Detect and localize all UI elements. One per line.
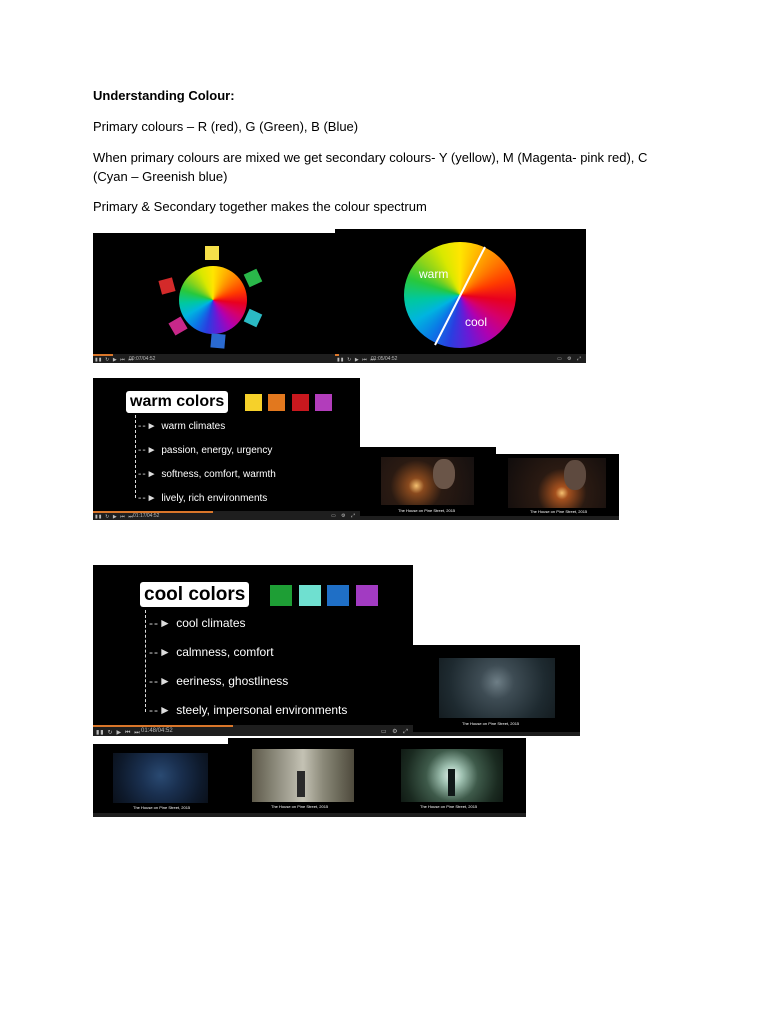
player-settings-icon[interactable]: ▭ ⚙ ⤢ — [331, 513, 357, 519]
hallway-scene — [252, 749, 354, 802]
player-controls-icon[interactable]: ▮▮ ↻ ▶ ⏮ ⏭ — [96, 729, 141, 736]
cool-swatch-3 — [327, 585, 349, 606]
film-still-blue-woman — [413, 645, 580, 736]
video-player-bar — [335, 354, 586, 363]
video-player-bar — [93, 511, 360, 520]
progress-fill — [93, 354, 113, 356]
cool-colors-title: cool colors — [140, 582, 249, 607]
cool-item-1: --► cool climates — [149, 616, 246, 630]
player-settings-icon[interactable]: ▭ ⚙ ⤢ — [557, 356, 583, 362]
warm-colors-title: warm colors — [126, 391, 228, 413]
figure-silhouette — [448, 769, 455, 796]
blue-square — [210, 333, 225, 348]
player-time: 00:07/04:52 — [129, 356, 156, 362]
bracket-line — [135, 415, 136, 498]
player-time: 01:05/04:52 — [371, 356, 398, 362]
green-square — [244, 269, 263, 288]
film-caption: The House on Pine Street, 2015 — [420, 804, 478, 809]
cyan-square — [244, 309, 263, 328]
warm-label: warm — [419, 267, 449, 281]
warm-swatch-2 — [268, 394, 285, 411]
player-time: 01:17/04:52 — [133, 513, 160, 519]
player-settings-icon[interactable]: ▭ ⚙ ⤢ — [380, 729, 410, 735]
film-still-candle-1 — [360, 447, 496, 520]
yellow-square — [205, 246, 219, 260]
film-caption: The House on Pine Street, 2015 — [462, 721, 520, 726]
cool-item-3: --► eeriness, ghostliness — [149, 674, 289, 688]
video-player-bar — [413, 732, 580, 736]
document-heading: Understanding Colour: — [93, 88, 235, 103]
film-caption: The House on Pine Street, 2015 — [133, 805, 191, 810]
film-caption: The House on Pine Street, 2015 — [271, 804, 329, 809]
warm-swatch-4 — [315, 394, 332, 411]
secondary-colours-text: When primary colours are mixed we get secondary colours- Y (yellow), M (Magenta- pink red), C (Cyan – Greenish blue) — [93, 150, 648, 184]
woman-face — [433, 459, 455, 489]
divider-line — [335, 229, 586, 363]
warm-item-1: --► warm climates — [138, 421, 226, 432]
warm-swatch-1 — [245, 394, 262, 411]
cool-swatch-4 — [356, 585, 378, 606]
hallway-backlit-scene — [401, 749, 503, 802]
film-still-candle-2 — [496, 454, 619, 520]
figure-silhouette — [297, 771, 305, 797]
cool-label: cool — [465, 315, 488, 329]
warm-cool-wheel-screenshot — [335, 229, 586, 363]
video-player-bar — [496, 516, 619, 520]
cool-item-4: --► steely, impersonal environments — [149, 703, 348, 717]
blue-woman-scene — [439, 658, 555, 718]
player-controls-icon[interactable]: ▮▮ ↻ ▶ ⏮ ⏭ — [95, 357, 134, 363]
film-still-hallway-1 — [228, 738, 377, 817]
film-caption: The House on Pine Street, 2015 — [398, 508, 456, 513]
video-player-bar — [93, 813, 228, 817]
film-still-hallway-2 — [377, 738, 526, 817]
warm-swatch-3 — [292, 394, 309, 411]
bracket-line — [145, 610, 146, 712]
video-player-bar — [93, 725, 413, 736]
video-player-bar — [377, 813, 526, 817]
cool-item-2: --► calmness, comfort — [149, 645, 274, 659]
player-controls-icon[interactable]: ▮▮ ↻ ▶ ⏮ ⏭ — [337, 357, 376, 363]
video-player-bar — [360, 516, 496, 520]
video-player-bar — [93, 354, 335, 363]
colour-wheel-screenshot — [93, 233, 335, 363]
colour-wheel — [179, 266, 247, 334]
progress-fill — [335, 354, 339, 356]
film-caption: The House on Pine Street, 2015 — [530, 509, 588, 514]
cool-swatch-2 — [299, 585, 321, 606]
warm-colors-screenshot — [93, 378, 360, 520]
video-player-bar — [228, 813, 377, 817]
candle-scene — [381, 457, 474, 505]
progress-fill — [93, 725, 233, 727]
warm-item-4: --► lively, rich environments — [138, 493, 268, 504]
candle-scene — [508, 458, 606, 508]
woman-face — [564, 460, 586, 490]
player-controls-icon[interactable]: ▮▮ ↻ ▶ ⏮ ⏭ — [95, 514, 134, 520]
cool-colors-screenshot — [93, 565, 413, 736]
dark-blue-scene — [113, 753, 208, 803]
warm-item-2: --► passion, energy, urgency — [138, 445, 273, 456]
red-square — [158, 277, 175, 294]
warm-item-3: --► softness, comfort, warmth — [138, 469, 276, 480]
primary-colours-text: Primary colours – R (red), G (Green), B (Blue) — [93, 119, 359, 134]
film-still-dark-blue — [93, 744, 228, 817]
spectrum-text: Primary & Secondary together makes the colour spectrum — [93, 199, 427, 214]
cool-swatch-1 — [270, 585, 292, 606]
player-time: 01:48/04:52 — [141, 728, 173, 734]
